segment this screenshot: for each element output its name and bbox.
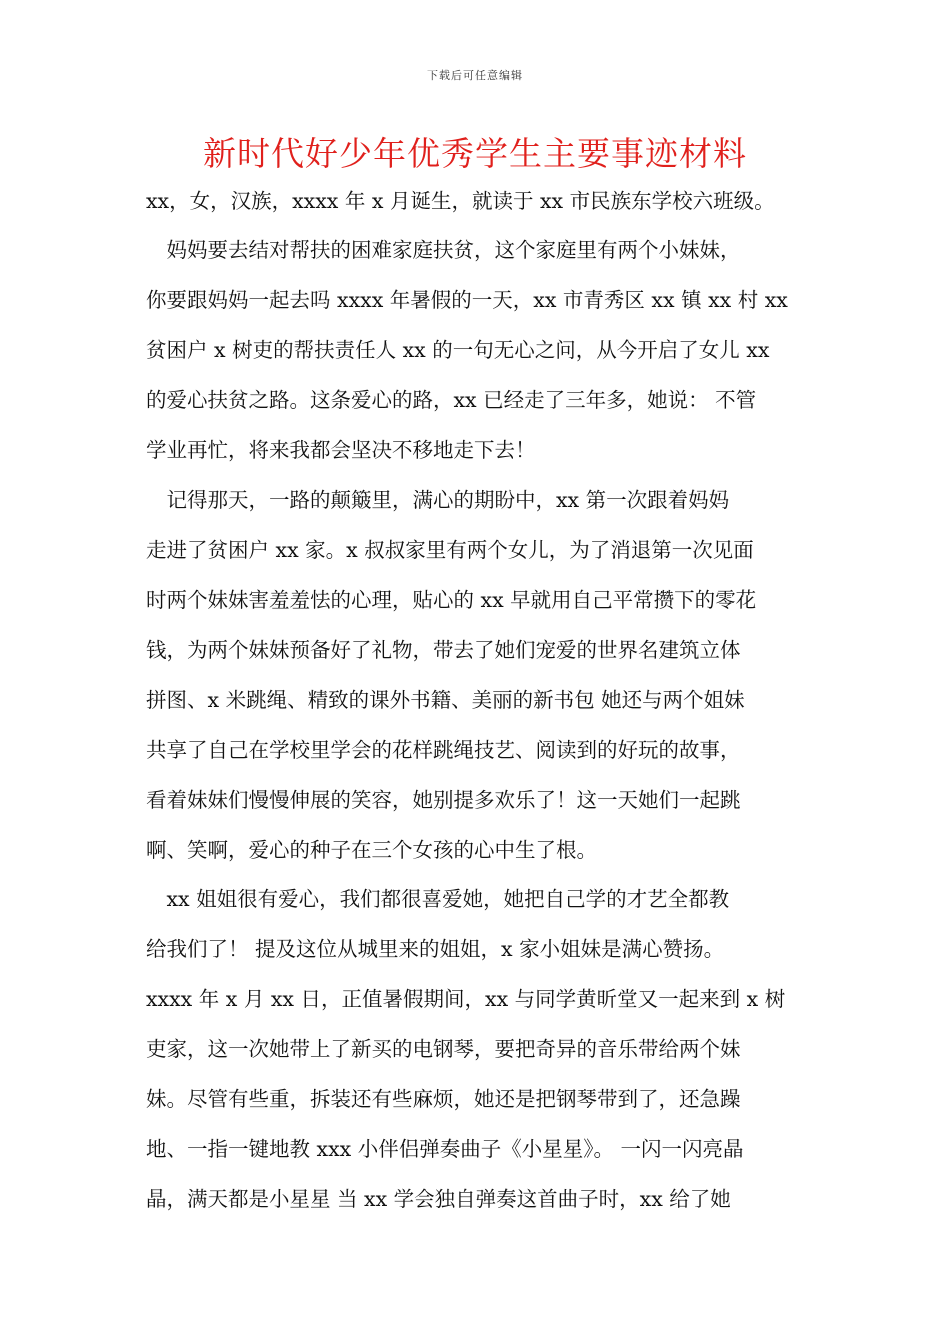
body-line: 记得那天，一路的颠簸里，满心的期盼中，xx 第一次跟着妈妈 — [146, 488, 730, 512]
page-header: 下载后可任意编辑 — [427, 69, 523, 82]
body-line: 时两个妹妹害羞羞怯的心理，贴心的 xx 早就用自己平常攒下的零花 — [146, 588, 757, 612]
body-line: 贫困户 x 树吏的帮扶责任人 xx 的一句无心之问，从今开启了女儿 xx — [146, 338, 770, 362]
body-line: 看着妹妹们慢慢伸展的笑容，她别提多欢乐了！这一天她们一起跳 — [146, 788, 741, 812]
body-line: xx 姐姐很有爱心，我们都很喜爱她，她把自己学的才艺全都教 — [146, 887, 730, 911]
body-line: 你要跟妈妈一起去吗 xxxx 年暑假的一天，xx 市青秀区 xx 镇 xx 村 xx — [146, 288, 788, 312]
body-line: 钱，为两个妹妹预备好了礼物，带去了她们宠爱的世界名建筑立体 — [146, 638, 741, 662]
body-line: 走进了贫困户 xx 家。x 叔叔家里有两个女儿，为了消退第一次见面 — [146, 538, 754, 562]
body-line: 晶，满天都是小星星 当 xx 学会独自弹奏这首曲子时，xx 给了她 — [146, 1187, 731, 1211]
body-line: xxxx 年 x 月 xx 日，正值暑假期间，xx 与同学黄昕堂又一起来到 x 树 — [146, 987, 786, 1011]
body-line: 吏家，这一次她带上了新买的电钢琴，要把奇异的音乐带给两个妹 — [146, 1037, 741, 1061]
body-line: 妈妈要去结对帮扶的困难家庭扶贫，这个家庭里有两个小妹妹， — [146, 238, 741, 262]
body-line: 给我们了！ 提及这位从城里来的姐姐，x 家小姐妹是满心赞扬。 — [146, 937, 725, 961]
body-line: 的爱心扶贫之路。这条爱心的路，xx 已经走了三年多，她说： 不管 — [146, 388, 757, 412]
body-line: xx，女，汉族，xxxx 年 x 月诞生，就读于 xx 市民族东学校六班级。 — [146, 189, 775, 213]
document-title: 新时代好少年优秀学生主要事迹材料 — [203, 134, 747, 173]
body-line: 学业再忙，将来我都会坚决不移地走下去！ — [146, 438, 536, 462]
body-line: 共享了自己在学校里学会的花样跳绳技艺、阅读到的好玩的故事， — [146, 738, 741, 762]
body-line: 啊、笑啊，爱心的种子在三个女孩的心中生了根。 — [146, 838, 597, 862]
body-line: 妹。尽管有些重，拆装还有些麻烦，她还是把钢琴带到了，还急躁 — [146, 1087, 741, 1111]
body-line: 拼图、x 米跳绳、精致的课外书籍、美丽的新书包 她还与两个姐妹 — [146, 688, 745, 712]
body-line: 地、一指一键地教 xxx 小伴侣弹奏曲子《小星星》。 一闪一闪亮晶 — [146, 1137, 744, 1161]
